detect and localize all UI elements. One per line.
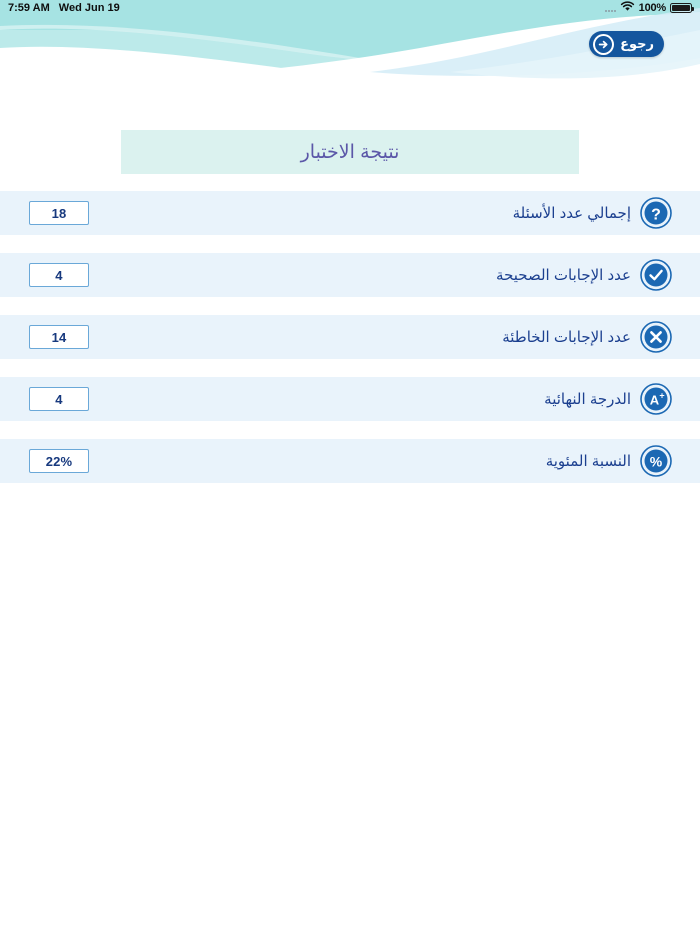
svg-text:%: % (649, 453, 663, 470)
question-mark-icon (640, 197, 672, 229)
wifi-icon (620, 1, 635, 15)
row-label: الدرجة النهائية (544, 391, 631, 408)
grade-a-plus-icon (640, 383, 672, 415)
row-label: النسبة المئوية (545, 453, 631, 470)
status-time: 7:59 AM (8, 2, 50, 14)
row-value-box (29, 201, 89, 225)
row-label: عدد الإجابات الصحيحة (496, 267, 631, 284)
svg-text:+: + (659, 390, 665, 401)
row-value: 4 (55, 267, 63, 283)
row-label: عدد الإجابات الخاطئة (502, 329, 631, 346)
row-label: إجمالي عدد الأسئلة (512, 205, 631, 222)
status-bar-right (605, 1, 692, 15)
row-value-box (29, 325, 89, 349)
row-value-box (29, 449, 89, 473)
page-title-banner (121, 130, 579, 174)
battery-icon (670, 3, 692, 13)
page-title: نتيجة الاختبار (300, 141, 400, 163)
table-row (0, 253, 700, 297)
row-value: 4 (55, 391, 63, 407)
row-value: 18 (51, 205, 67, 221)
back-button[interactable] (589, 31, 664, 57)
table-row (0, 377, 700, 421)
results-list (0, 191, 700, 501)
table-row (0, 191, 700, 235)
row-value: 22% (45, 453, 73, 469)
svg-text:A: A (649, 392, 660, 408)
row-value: 14 (51, 329, 67, 345)
svg-text:?: ? (651, 206, 661, 224)
row-value-box (29, 387, 89, 411)
status-bar (0, 0, 700, 16)
table-row (0, 315, 700, 359)
percent-icon (640, 445, 672, 477)
arrow-right-circle-icon (593, 34, 614, 55)
status-bar-left (8, 2, 120, 14)
table-row (0, 439, 700, 483)
x-circle-icon (640, 321, 672, 353)
status-date: Wed Jun 19 (58, 2, 120, 14)
row-value-box (29, 263, 89, 287)
check-circle-icon (640, 259, 672, 291)
battery-percent-label: 100% (638, 2, 666, 14)
back-button-label: رجوع (620, 35, 654, 51)
signal-dots-icon (605, 5, 616, 12)
